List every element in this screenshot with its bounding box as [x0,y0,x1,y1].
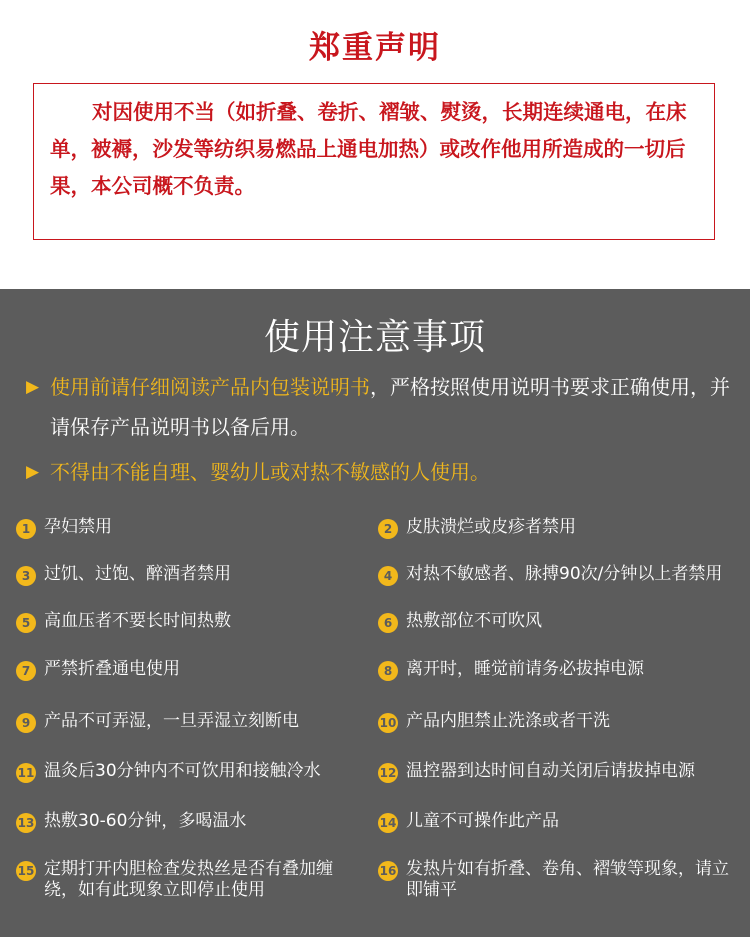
precaution-text: 热敷30-60分钟，多喝温水 [44,811,247,831]
precaution-item [16,811,361,833]
number-badge: 3 [16,566,36,586]
arrow-icon: ▶ [26,377,40,397]
precaution-text: 皮肤溃烂或皮疹者禁用 [406,517,576,537]
precaution-item [378,811,738,833]
number-badge: 8 [378,661,398,681]
precaution-item [378,859,738,901]
precaution-item [16,711,361,733]
number-badge: 9 [16,713,36,733]
number-badge: 6 [378,613,398,633]
precaution-item [16,859,361,901]
usage-line-1-highlight: 使用前请仔细阅读产品内包装说明书 [50,375,370,399]
precaution-text: 发热片如有折叠、卷角、褶皱等现象，请立即铺平 [406,859,729,900]
precaution-text: 儿童不可操作此产品 [406,811,559,831]
number-badge: 16 [378,861,398,881]
number-badge: 12 [378,763,398,783]
precaution-text: 严禁折叠通电使用 [44,659,180,679]
precaution-text: 孕妇禁用 [44,517,112,537]
number-badge: 11 [16,763,36,783]
number-badge: 1 [16,519,36,539]
precaution-item [378,711,738,733]
usage-line-2-text: 不得由不能自理、婴幼儿或对热不敏感的人使用。 [50,460,490,484]
statement-box [33,83,715,240]
number-badge: 10 [378,713,398,733]
precaution-item [16,564,361,586]
precaution-text: 定期打开内胆检查发热丝是否有叠加缠绕，如有此现象立即停止使用 [44,859,333,900]
statement-text: 对因使用不当（如折叠、卷折、褶皱、熨烫，长期连续通电，在床单，被褥，沙发等纺织易燃品上通电加热）或改作他用所造成的一切后果，本公司概不负责。 [50,100,687,198]
number-badge: 14 [378,813,398,833]
number-badge: 15 [16,861,36,881]
precaution-text: 对热不敏感者、脉搏90次/分钟以上者禁用 [406,564,723,584]
precaution-item [16,611,361,633]
precaution-item [378,611,738,633]
usage-line-1 [26,367,746,447]
usage-section [0,289,750,937]
precaution-text: 产品内胆禁止洗涤或者干洗 [406,711,610,731]
number-badge: 5 [16,613,36,633]
number-badge: 2 [378,519,398,539]
precaution-text: 高血压者不要长时间热敷 [44,611,231,631]
precaution-text: 温灸后30分钟内不可饮用和接触冷水 [44,761,321,781]
usage-line-1-rest: ，严格按照使用说明书要求正确使用，并请保存产品说明书以备后用。 [50,375,730,439]
precaution-text: 温控器到达时间自动关闭后请拔掉电源 [406,761,695,781]
number-badge: 4 [378,566,398,586]
precaution-item [378,761,738,783]
precaution-text: 过饥、过饱、醉酒者禁用 [44,564,231,584]
precaution-item [16,659,361,681]
number-badge: 7 [16,661,36,681]
usage-line-2 [26,452,746,492]
precaution-item [378,517,738,539]
statement-section [0,0,750,289]
precaution-item [378,659,738,681]
precaution-item [16,761,361,783]
usage-title: 使用注意事项 [263,317,486,358]
precaution-item [378,564,738,586]
precaution-item [16,517,361,539]
statement-title: 郑重声明 [309,30,441,66]
arrow-icon: ▶ [26,462,40,482]
precaution-text: 产品不可弄湿，一旦弄湿立刻断电 [44,711,299,731]
number-badge: 13 [16,813,36,833]
precaution-text: 热敷部位不可吹风 [406,611,542,631]
precaution-text: 离开时，睡觉前请务必拔掉电源 [406,659,644,679]
